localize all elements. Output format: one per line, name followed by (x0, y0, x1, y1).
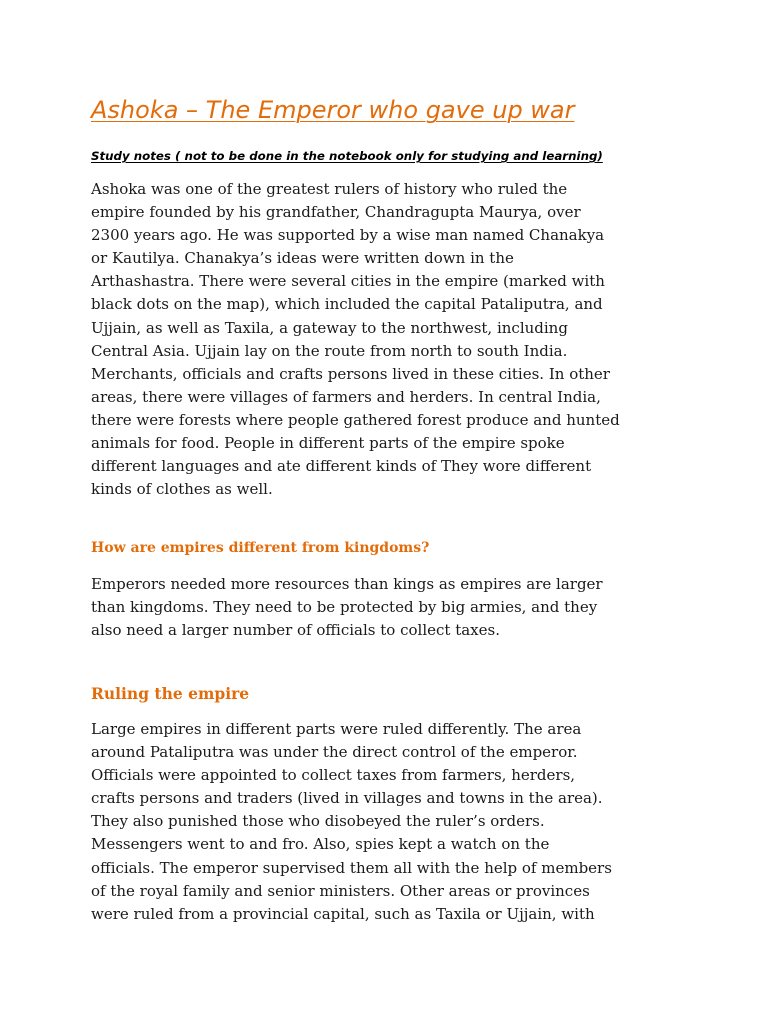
section-heading-empires-vs-kingdoms: How are empires different from kingdoms? (91, 540, 430, 556)
text-line: kinds of clothes as well. (91, 480, 273, 499)
text-line: or Kautilya. Chanakya’s ideas were written down in the (91, 249, 514, 268)
text-line: Arthashastra. There were several cities in the empire (marked with (91, 272, 605, 291)
text-line: around Pataliputra was under the direct control of the emperor. (91, 743, 578, 762)
paragraph-empires-vs-kingdoms (91, 573, 603, 642)
text-line: Ujjain, as well as Taxila, a gateway to the northwest, including (91, 318, 568, 337)
text-line: Large empires in different parts were ruled differently. The area (91, 720, 582, 738)
paragraph-intro (91, 178, 620, 501)
text-line: than kingdoms. They need to be protected by big armies, and they (91, 598, 598, 617)
text-line: They also punished those who disobeyed the ruler’s orders. (91, 812, 545, 831)
text-line: animals for food. People in different parts of the empire spoke (91, 434, 565, 453)
text-line: Central Asia. Ujjain lay on the route from north to south India. (91, 341, 568, 360)
text-line: crafts persons and traders (lived in villages and towns in the area). (91, 789, 603, 808)
text-line: black dots on the map), which included the capital Pataliputra, and (91, 295, 603, 314)
text-line: there were forests where people gathered forest produce and hunted (91, 410, 620, 429)
text-line: Messengers went to and fro. Also, spies kept a watch on the (91, 835, 550, 854)
document-title: Ashoka – The Emperor who gave up war (91, 96, 575, 124)
text-line: also need a larger number of officials to collect taxes. (91, 621, 500, 640)
text-line: of the royal family and senior ministers. Other areas or provinces (91, 881, 590, 900)
text-line: different languages and ate different kinds of They wore different (91, 457, 592, 476)
text-line: Merchants, officials and crafts persons lived in these cities. In other (91, 364, 610, 383)
paragraph-ruling-the-empire (91, 718, 612, 926)
section-heading-ruling-the-empire: Ruling the empire (91, 684, 250, 703)
text-line: 2300 years ago. He was supported by a wise man named Chanakya (91, 226, 605, 245)
text-line: Emperors needed more resources than kings as empires are larger (91, 575, 603, 593)
text-line: areas, there were villages of farmers and herders. In central India, (91, 387, 601, 406)
text-line: officials. The emperor supervised them all with the help of members (91, 858, 612, 877)
text-line: Ashoka was one of the greatest rulers of history who ruled the (91, 180, 568, 198)
document-subtitle: Study notes ( not to be done in the notebook only for studying and learning) (91, 149, 603, 163)
text-line: Officials were appointed to collect taxes from farmers, herders, (91, 766, 576, 785)
text-line: were ruled from a provincial capital, such as Taxila or Ujjain, with (91, 904, 595, 923)
text-line: empire founded by his grandfather, Chandragupta Maurya, over (91, 203, 581, 222)
